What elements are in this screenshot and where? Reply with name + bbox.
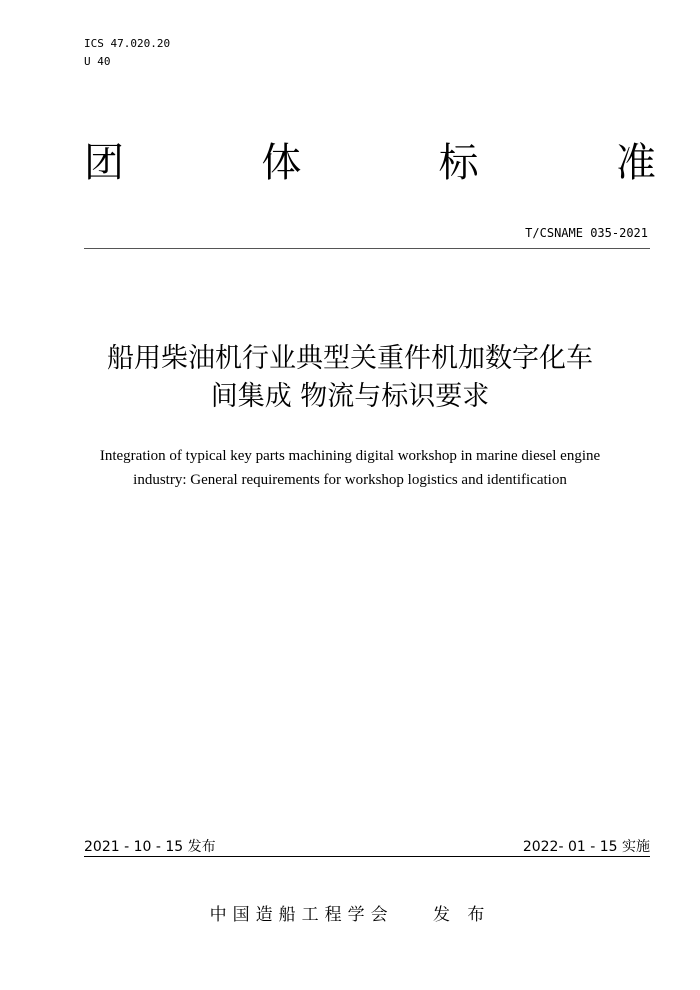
doc-type-char-2: 体 (261, 140, 302, 186)
doc-type-char-3: 标 (438, 140, 479, 186)
chinese-title-line-2: 间集成 物流与标识要求 (210, 381, 490, 412)
english-title-line-1: Integration of typical key parts machining digital workshop in marine diesel engine (99, 448, 601, 464)
chinese-title (40, 340, 660, 416)
publisher-line (0, 900, 700, 925)
publisher-action: 发 布 (433, 905, 491, 925)
doc-type-char-1: 团 (84, 140, 124, 186)
chinese-title-line-1: 船用柴油机行业典型关重件机加数字化车 (107, 343, 593, 374)
classification-block (84, 35, 170, 71)
doc-type-char-4: 准 (615, 140, 656, 186)
document-type-heading (84, 138, 656, 188)
date-row (84, 836, 650, 856)
publisher-org: 中国造船工程学会 (209, 905, 394, 925)
issue-date: 2021 - 10 - 15 发布 (84, 839, 216, 855)
ccs-code: U 40 (84, 55, 111, 68)
bottom-divider (84, 856, 650, 857)
standard-number: T/CSNAME 035-2021 (525, 226, 648, 240)
ics-code: ICS 47.020.20 (84, 37, 171, 50)
english-title (40, 444, 660, 492)
implementation-date: 2022- 01 - 15 实施 (522, 839, 650, 855)
top-divider (84, 248, 650, 249)
english-title-line-2: industry: General requirements for workshop logistics and identification (133, 472, 567, 488)
